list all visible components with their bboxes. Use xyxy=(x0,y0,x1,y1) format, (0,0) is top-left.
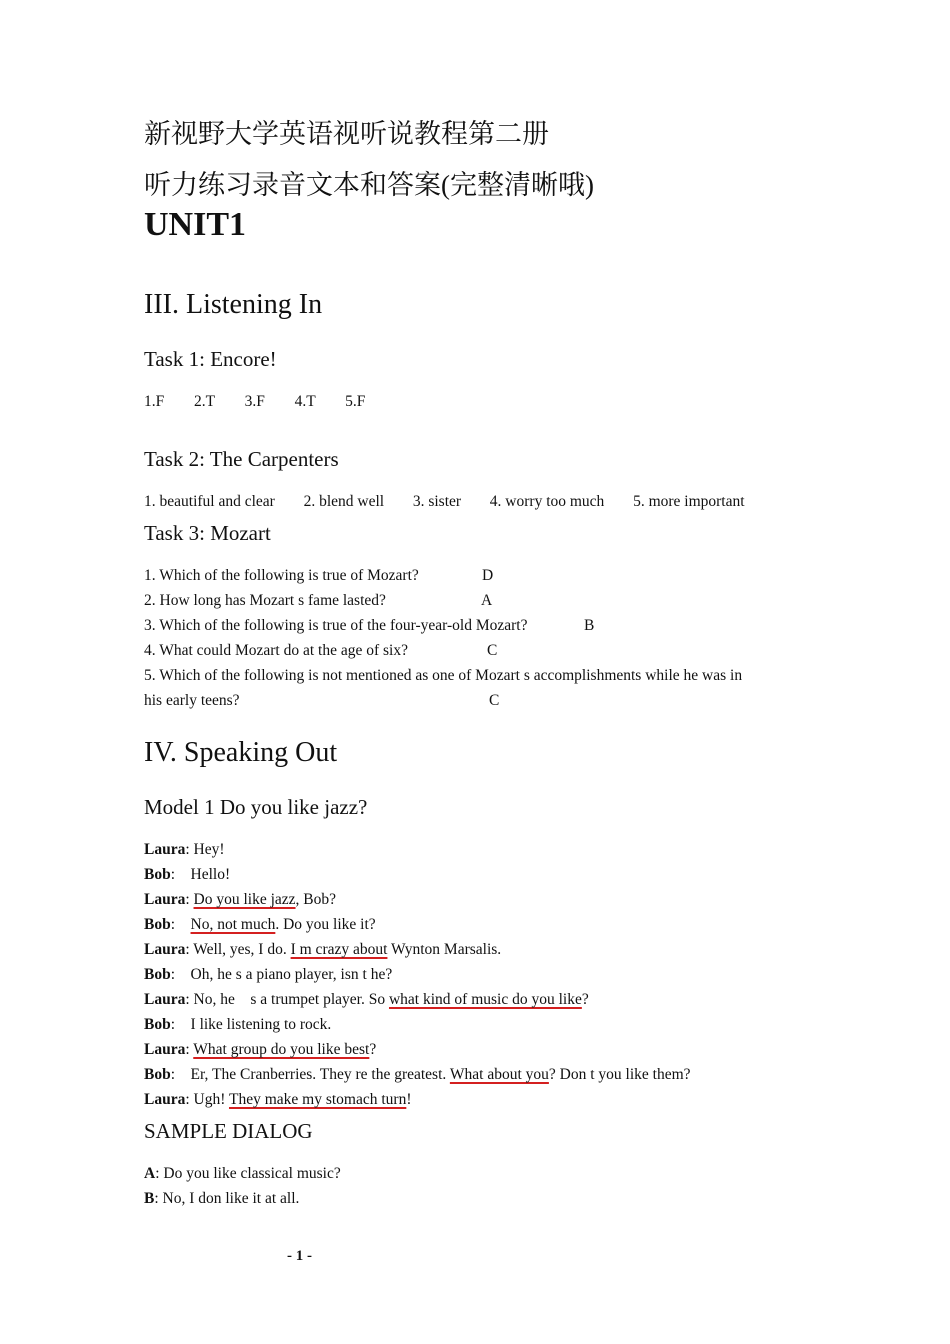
task2-answer: 2. blend well xyxy=(303,493,385,510)
dialog-line xyxy=(144,891,336,909)
task3-answer: C xyxy=(487,642,498,659)
task2-heading: Task 2: The Carpenters xyxy=(144,447,339,471)
task3-question: 1. Which of the following is true of Mozart? xyxy=(144,567,419,584)
speaker-separator: : xyxy=(185,1041,194,1058)
task2-answers xyxy=(144,493,745,511)
dialog-line xyxy=(144,841,225,859)
line-text: : Do you like classical music? xyxy=(155,1165,341,1182)
speaker-separator: : xyxy=(185,991,194,1008)
line-text: Oh, he s a piano player, isn t he? xyxy=(190,966,393,983)
underlined-phrase: What about you xyxy=(449,1066,549,1083)
speaker-name: Bob xyxy=(144,916,171,933)
speaker-separator: : xyxy=(170,966,191,983)
task3-answer: C xyxy=(489,692,500,709)
underlined-phrase: What group do you like best xyxy=(193,1041,370,1058)
task3-question: 4. What could Mozart do at the age of six? xyxy=(144,642,408,659)
speaker-name: Laura xyxy=(144,991,186,1008)
speaker-separator: : xyxy=(185,1091,194,1108)
speaker-separator: : xyxy=(170,1016,191,1033)
speaker-name: Laura xyxy=(144,941,186,958)
line-text: ? xyxy=(581,991,589,1008)
task2-answer: 5. more important xyxy=(633,493,745,510)
task3-question: 2. How long has Mozart s fame lasted? xyxy=(144,592,386,609)
speaker-separator: : xyxy=(185,941,194,958)
task1-answer: 5.F xyxy=(345,393,366,410)
speaker-name: Laura xyxy=(144,841,186,858)
speaker-separator: : xyxy=(185,891,194,908)
model1-heading: Model 1 Do you like jazz? xyxy=(144,795,368,819)
speaker-name: Bob xyxy=(144,966,171,983)
task1-answer: 3.F xyxy=(244,393,265,410)
task3-answer: A xyxy=(481,592,493,609)
speaker-separator: : xyxy=(170,1066,191,1083)
line-text: No, he s a trumpet player. So xyxy=(193,991,389,1008)
line-text: ! xyxy=(406,1091,412,1108)
line-text: . Do you like it? xyxy=(275,916,376,933)
speaking-section-heading: IV. Speaking Out xyxy=(144,737,338,768)
speaker-name: Laura xyxy=(144,1041,186,1058)
speaker-separator: : xyxy=(170,866,191,883)
speaker-separator: : xyxy=(185,841,194,858)
task1-answer: 4.T xyxy=(294,393,316,410)
task2-answer: 1. beautiful and clear xyxy=(144,493,275,510)
line-text: Wynton Marsalis. xyxy=(387,941,502,958)
task3-heading: Task 3: Mozart xyxy=(144,521,271,545)
dialog-line xyxy=(144,941,501,959)
task3-question: 3. Which of the following is true of the four-year-old Mozart? xyxy=(144,617,528,634)
task2-answer: 3. sister xyxy=(412,493,462,510)
underlined-phrase: I m crazy about xyxy=(290,941,388,958)
dialog-line xyxy=(144,866,230,884)
task1-heading: Task 1: Encore! xyxy=(144,347,277,371)
task3-answer: B xyxy=(584,617,595,634)
line-text: , Bob? xyxy=(295,891,337,908)
speaker-name: Bob xyxy=(144,1066,171,1083)
line-text: Hey! xyxy=(193,841,225,858)
dialog-line xyxy=(144,916,376,934)
line-text: ? Don t you like them? xyxy=(548,1066,691,1083)
underlined-phrase: what kind of music do you like xyxy=(388,991,582,1008)
page-number: - 1 - xyxy=(287,1248,312,1264)
task1-answer: 2.T xyxy=(194,393,215,410)
unit-heading: UNIT1 xyxy=(144,206,247,243)
speaker-name: B xyxy=(144,1190,155,1207)
speaker-name: Laura xyxy=(144,1091,186,1108)
line-text: Ugh! xyxy=(193,1091,229,1108)
task3-question: 5. Which of the following is not mentioned as one of Mozart s accomplishments while he was in xyxy=(144,667,743,684)
listening-section-heading: III. Listening In xyxy=(144,289,323,320)
sample-line xyxy=(144,1190,299,1208)
speaker-name: Bob xyxy=(144,866,171,883)
line-text: Er, The Cranberries. They re the greatest. xyxy=(190,1066,450,1083)
dialog-line xyxy=(144,1066,691,1084)
task3-answer: D xyxy=(482,567,494,584)
doc-title-line2: 听力练习录音文本和答案(完整清晰哦) xyxy=(144,170,594,200)
sample-line xyxy=(144,1165,341,1183)
task2-answer: 4. worry too much xyxy=(489,493,605,510)
speaker-name: A xyxy=(144,1165,156,1182)
line-text: Well, yes, I do. xyxy=(193,941,291,958)
line-text: I like listening to rock. xyxy=(190,1016,332,1033)
dialog-line xyxy=(144,991,589,1009)
dialog-line xyxy=(144,1016,331,1034)
line-text: : No, I don like it at all. xyxy=(154,1190,300,1207)
speaker-name: Bob xyxy=(144,1016,171,1033)
doc-title-line1: 新视野大学英语视听说教程第二册 xyxy=(144,119,549,149)
speaker-name: Laura xyxy=(144,891,186,908)
dialog-line xyxy=(144,1041,376,1059)
task1-answers xyxy=(144,393,365,411)
line-text: Hello! xyxy=(190,866,231,883)
line-text: ? xyxy=(369,1041,377,1058)
dialog-line xyxy=(144,966,392,984)
underlined-phrase: Do you like jazz xyxy=(193,891,296,908)
dialog-line xyxy=(144,1091,412,1109)
task3-question-continued: his early teens? xyxy=(144,692,240,709)
sample-dialog-heading: SAMPLE DIALOG xyxy=(144,1119,313,1143)
underlined-phrase: They make my stomach turn xyxy=(228,1091,407,1108)
task1-answer: 1.F xyxy=(144,393,165,410)
underlined-phrase: No, not much xyxy=(190,916,276,933)
speaker-separator: : xyxy=(170,916,191,933)
